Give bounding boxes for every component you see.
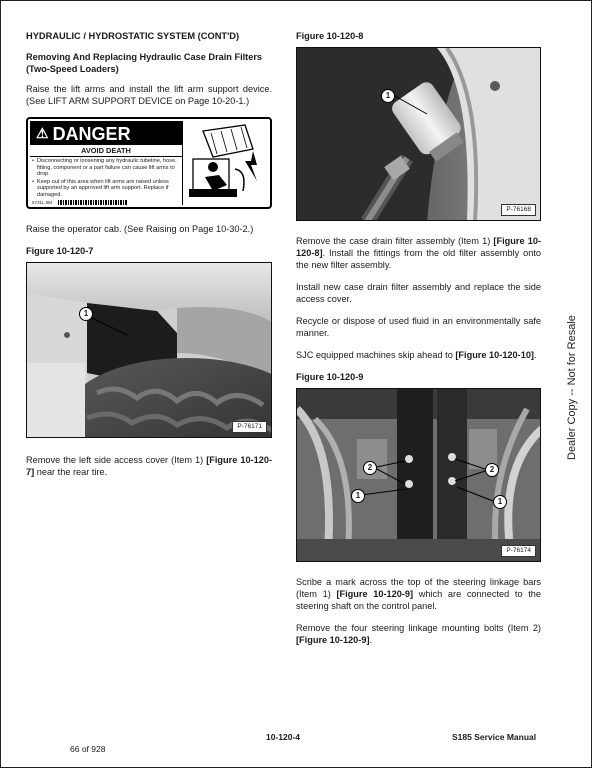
callout-item-2: 2 <box>363 461 377 475</box>
callout-item-1: 1 <box>351 489 365 503</box>
callout-item-1: 1 <box>493 495 507 509</box>
paragraph-install-filter: Install new case drain filter assembly and replace the side access cover. <box>296 282 541 304</box>
figure-label-10-120-8: Figure 10-120-8 <box>296 31 364 41</box>
section-title: HYDRAULIC / HYDROSTATIC SYSTEM (CONT'D) <box>26 31 240 41</box>
paragraph-remove-filter: Remove the case drain filter assembly (Item 1) [Figure 10-120-8]. Install the fittings from the old filter assembly onto the new filter assembly. <box>296 236 542 270</box>
dealer-copy-watermark: Dealer Copy -- Not for Resale <box>566 315 578 460</box>
figure-label-10-120-7: Figure 10-120-7 <box>26 246 94 256</box>
danger-label <box>26 117 272 209</box>
photo-figure-10-120-7 <box>26 262 272 438</box>
photo-figure-10-120-9 <box>296 388 541 562</box>
danger-code: 6731L.0M <box>32 200 53 205</box>
photo-figure-10-120-8 <box>296 47 541 221</box>
callout-item-1: 1 <box>79 307 93 321</box>
paragraph-raise-cab: Raise the operator cab. (See Raising on Page 10-30-2.) <box>26 224 254 234</box>
paragraph-scribe-mark: Scribe a mark across the top of the steering linkage bars (Item 1) [Figure 10-120-9] which are connected to the steering shaft on the control panel. <box>296 577 541 611</box>
page-count: 66 of 928 <box>70 744 106 754</box>
danger-bullet: • Disconnecting or loosening any hydraulic tubeline, hose, fitting, component or a part failure can cause lift arms to drop. <box>32 158 182 178</box>
crushing-hazard-icon <box>182 121 268 205</box>
danger-bullet: • Keep out of this area when lift arms are raised unless supported by an approved lift arm support. Replace if damaged. <box>32 179 182 199</box>
photo-id-tag: P-76168 <box>501 204 536 216</box>
warning-triangle-icon: ⚠ <box>36 125 49 141</box>
left-column <box>26 30 272 488</box>
right-column <box>296 30 541 656</box>
danger-subheading: AVOID DEATH <box>30 146 182 157</box>
paragraph-recycle-fluid: Recycle or dispose of used fluid in an environmentally safe manner. <box>296 316 541 338</box>
callout-item-2: 2 <box>485 463 499 477</box>
paragraph-raise-lift-arms: Raise the lift arms and install the lift arm support device. (See LIFT ARM SUPPORT DEVICE on Page 10-20-1.) <box>26 84 272 106</box>
photo-id-tag: P-76174 <box>501 545 536 557</box>
photo-id-tag: P-76171 <box>232 421 267 433</box>
barcode-icon <box>58 200 128 205</box>
page-number: 10-120-4 <box>266 732 301 742</box>
paragraph-remove-access-cover: Remove the left side access cover (Item 1) [Figure 10-120-7] near the rear tire. <box>26 455 272 477</box>
danger-bullets <box>32 158 182 200</box>
figure-label-10-120-9: Figure 10-120-9 <box>296 372 364 382</box>
callout-item-1: 1 <box>381 89 395 103</box>
procedure-subtitle: Removing And Replacing Hydraulic Case Drain Filters (Two-Speed Loaders) <box>26 52 263 74</box>
paragraph-remove-bolts: Remove the four steering linkage mounting bolts (Item 2) [Figure 10-120-9]. <box>296 623 541 645</box>
danger-heading: ⚠ DANGER <box>30 121 182 145</box>
paragraph-sjc-skip: SJC equipped machines skip ahead to [Figure 10-120-10]. <box>296 350 537 360</box>
manual-title: S185 Service Manual <box>452 732 537 742</box>
